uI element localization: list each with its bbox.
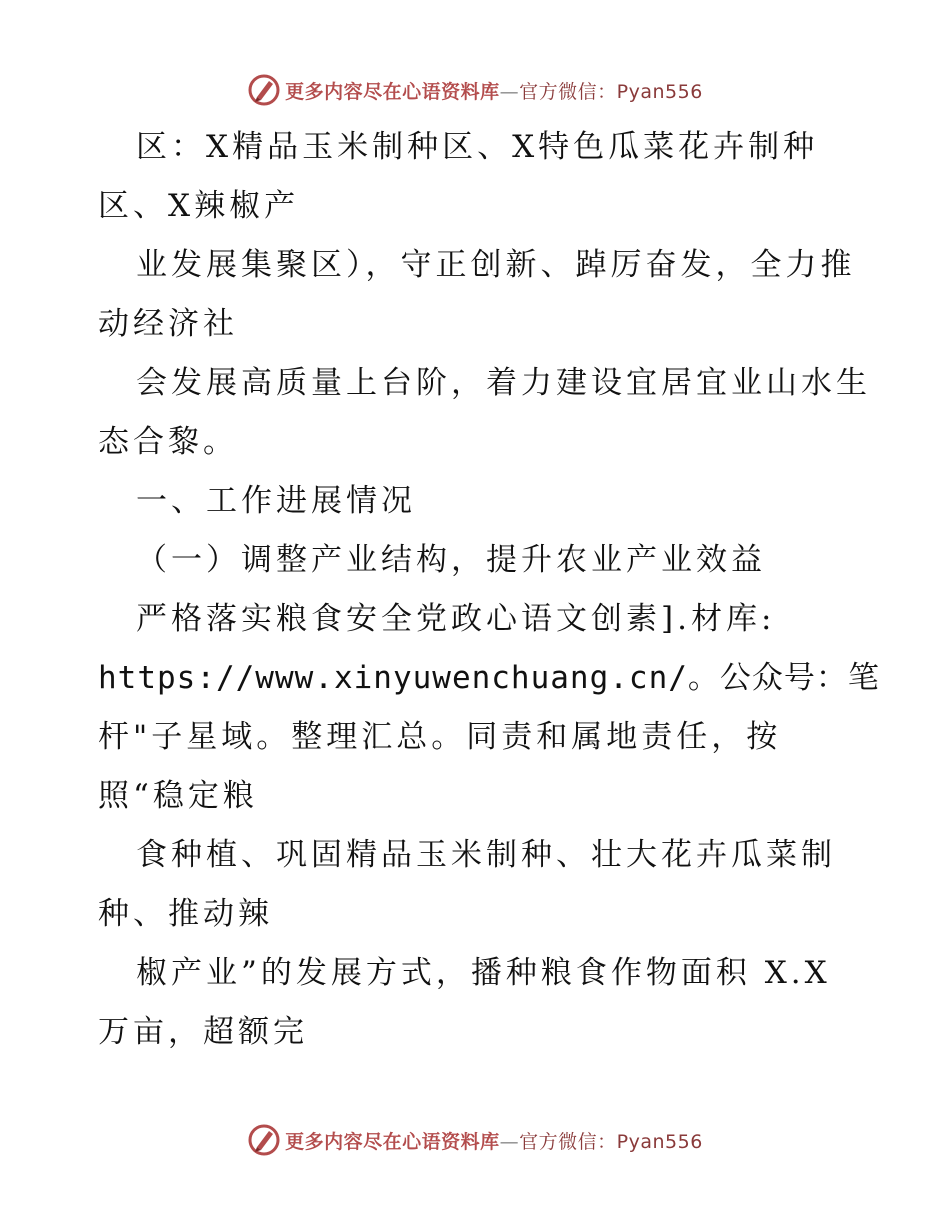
watermark-brand: 更多内容尽在心语资料库 bbox=[285, 1130, 500, 1153]
paragraph-line: 会发展高质量上台阶，着力建设宜居宜业山水生 bbox=[136, 365, 871, 401]
watermark-text bbox=[285, 1127, 703, 1154]
subsection-heading: （一）调整产业结构，提升农业产业效益 bbox=[136, 542, 766, 578]
document-body bbox=[98, 118, 880, 1062]
watermark-wechat: 官方微信：Pyan556 bbox=[519, 1130, 703, 1153]
paragraph-line: 杆"子星域。整理汇总。同责和属地责任，按 bbox=[98, 719, 782, 755]
watermark-separator: — bbox=[499, 80, 520, 103]
paragraph-line: 动经济社 bbox=[98, 306, 238, 342]
watermark-brand: 更多内容尽在心语资料库 bbox=[285, 80, 500, 103]
url-line: https://www.xinyuwenchuang.cn/。公众号：笔 bbox=[98, 660, 880, 696]
paragraph-line: 严格落实粮食安全党政心语文创素].材库: bbox=[136, 601, 776, 637]
paragraph-line: 区、X辣椒产 bbox=[98, 188, 300, 224]
paragraph-line: 食种植、巩固精品玉米制种、壮大花卉瓜菜制 bbox=[136, 837, 836, 873]
watermark-text bbox=[285, 77, 703, 104]
watermark-wechat: 官方微信：Pyan556 bbox=[519, 80, 703, 103]
paragraph-line: 万亩，超额完 bbox=[98, 1014, 308, 1050]
pen-logo-icon bbox=[247, 1123, 281, 1157]
paragraph-line: 照“稳定粮 bbox=[98, 778, 258, 814]
paragraph-line: 业发展集聚区），守正创新、踔厉奋发，全力推 bbox=[136, 247, 856, 283]
paragraph-line: 区：X精品玉米制种区、X特色瓜菜花卉制种 bbox=[136, 129, 819, 165]
paragraph-line: 种、推动辣 bbox=[98, 896, 273, 932]
section-heading: 一、工作进展情况 bbox=[136, 483, 416, 519]
footer-watermark bbox=[0, 1120, 950, 1160]
watermark-separator: — bbox=[499, 1130, 520, 1153]
pen-logo-icon bbox=[247, 73, 281, 107]
paragraph-line: 椒产业”的发展方式，播种粮食作物面积 X.X bbox=[136, 955, 831, 991]
header-watermark bbox=[0, 70, 950, 110]
paragraph-line: 态合黎。 bbox=[98, 424, 238, 460]
